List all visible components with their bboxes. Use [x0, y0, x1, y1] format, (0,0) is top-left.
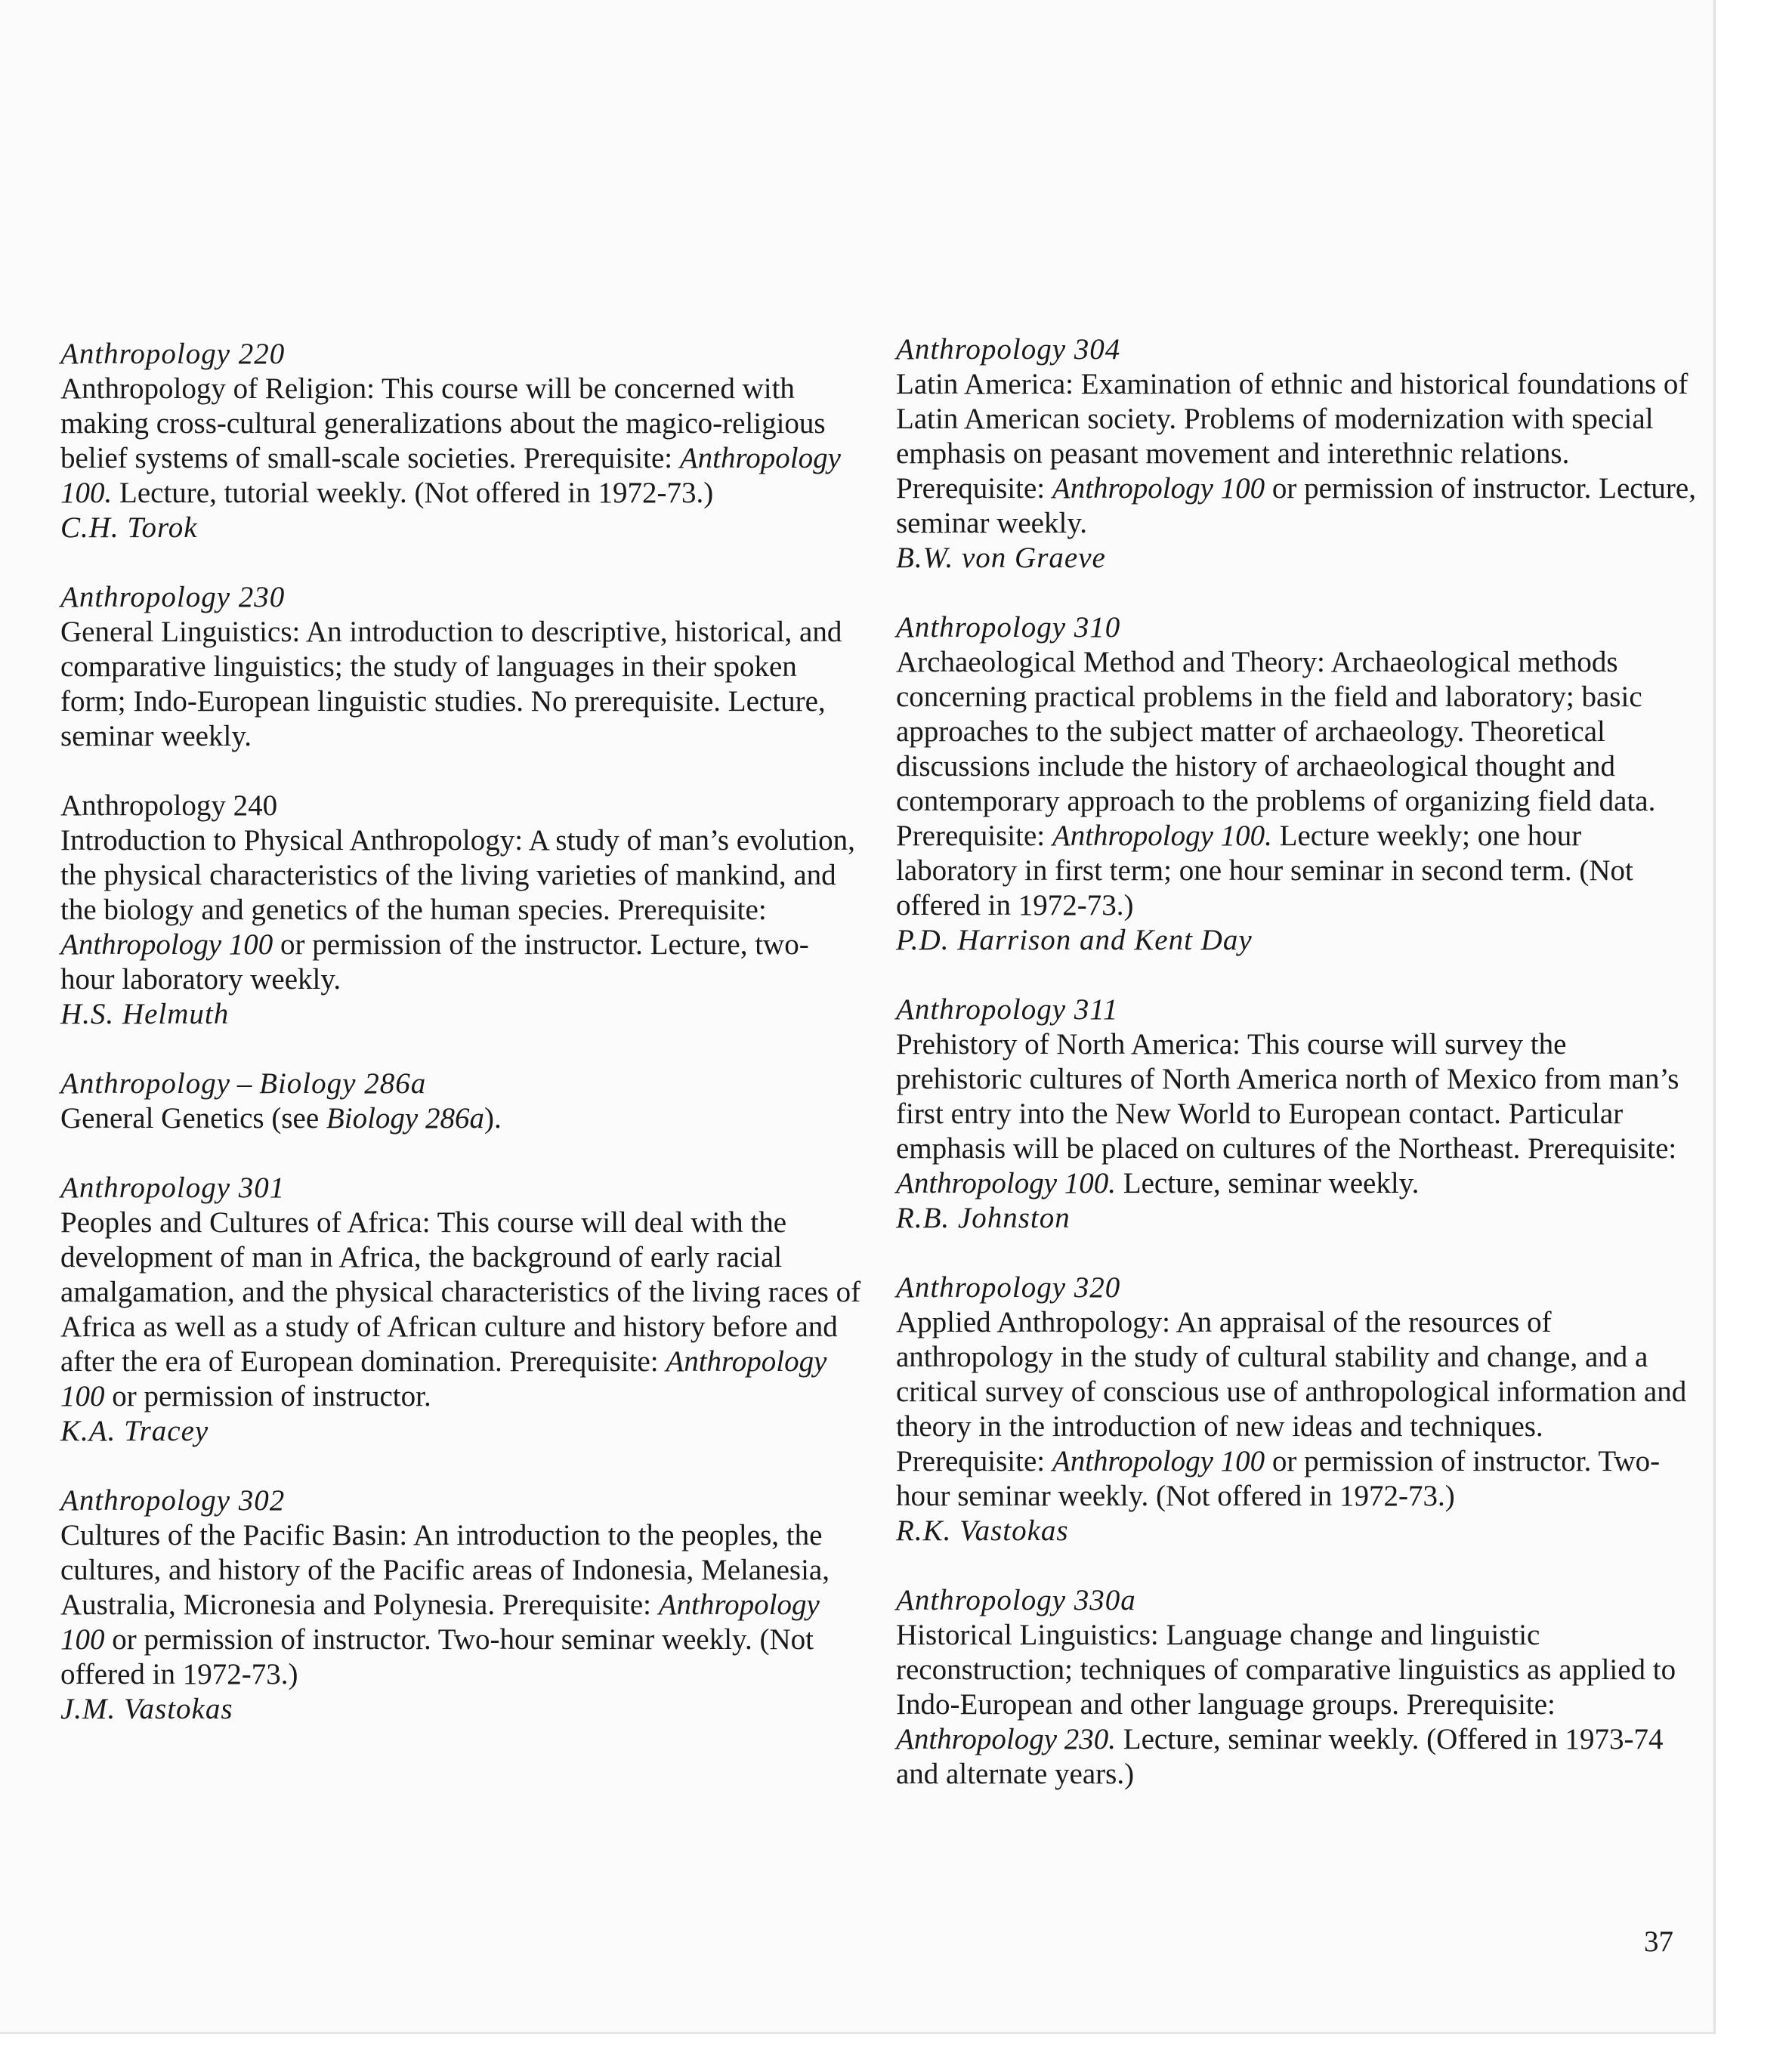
- course-reference: Anthropology 100: [60, 1589, 820, 1656]
- course-reference: Anthropology 100: [60, 928, 273, 961]
- course-heading: Anthropology 220: [60, 338, 286, 370]
- page-number: 37: [1644, 1925, 1673, 1958]
- course-description: [60, 1206, 861, 1414]
- course-description: [896, 1305, 1697, 1514]
- right-column: [896, 332, 1697, 1826]
- course-instructor: P.D. Harrison and Kent Day: [896, 924, 1253, 956]
- course-instructor: H.S. Helmuth: [60, 998, 230, 1030]
- course-entry: [60, 1171, 861, 1449]
- description-text: Prehistory of North America: This course will survey the prehistoric cultures of North America north of Mexico from man’s first entry into the New World to European contact. Particular emphasis will be placed on cultures of the Northeast. Prerequisite:: [896, 1028, 1679, 1165]
- course-instructor: R.B. Johnston: [896, 1202, 1071, 1234]
- course-entry: [896, 993, 1697, 1236]
- course-entry: [60, 1067, 861, 1136]
- description-text-continued: or permission of the instructor. Lecture, two-hour laboratory weekly.: [60, 928, 809, 996]
- course-instructor: B.W. von Graeve: [896, 542, 1106, 574]
- course-reference: Anthropology 230.: [896, 1723, 1117, 1755]
- description-text: Anthropology of Religion: This course will be concerned with making cross-cultural generalizations about the magico-religious belief systems of small-scale societies. Prerequisite:: [60, 372, 826, 474]
- course-heading: Anthropology 330a: [896, 1584, 1136, 1616]
- course-heading: Anthropology 302: [60, 1484, 286, 1517]
- course-description: [60, 372, 861, 511]
- course-description: [60, 1518, 861, 1692]
- course-heading: Anthropology 310: [896, 611, 1121, 644]
- description-text: General Genetics (see: [60, 1102, 326, 1135]
- course-reference: Biology 286a: [326, 1102, 484, 1135]
- description-text: Latin America: Examination of ethnic and historical foundations of Latin American society. Problems of modernization with special emphasis on peasant movement and interethnic relations. Prerequisite:: [896, 368, 1688, 505]
- left-column: [60, 337, 861, 1761]
- description-text-continued: Lecture weekly; one hour laboratory in first term; one hour seminar in second term. (Not offered in 1972-73.): [896, 820, 1633, 922]
- course-entry: [60, 580, 861, 754]
- course-description: [60, 1101, 861, 1136]
- course-heading: Anthropology 311: [896, 993, 1119, 1026]
- course-heading: Anthropology 240: [60, 789, 278, 822]
- description-text-continued: or permission of instructor.: [104, 1380, 431, 1413]
- description-text: Archaeological Method and Theory: Archaeological methods concerning practical problems in the field and laboratory; basic approaches to the subject matter of archaeology. Theoretical discussions include the history of archaeological thought and contemporary approach to the problems of organizing field data. Prerequisite:: [896, 646, 1656, 852]
- description-text-continued: Lecture, seminar weekly.: [1116, 1167, 1420, 1199]
- description-text: Cultures of the Pacific Basin: An introduction to the peoples, the cultures, and history of the Pacific areas of Indonesia, Melanesia, Australia, Micronesia and Polynesia. Prerequisite:: [60, 1519, 830, 1621]
- course-entry: [60, 789, 861, 1032]
- description-text-continued: or permission of instructor. Two-hour seminar weekly. (Not offered in 1972-73.): [896, 1445, 1661, 1512]
- description-text-continued: ).: [484, 1102, 502, 1135]
- course-entry: [896, 610, 1697, 958]
- course-description: [896, 645, 1697, 923]
- course-description: [896, 367, 1697, 541]
- description-text-continued: or permission of instructor. Two-hour seminar weekly. (Not offered in 1972-73.): [60, 1623, 814, 1690]
- description-text: Peoples and Cultures of Africa: This course will deal with the development of man in Africa, the background of early racial amalgamation, and the physical characteristics of the living races of Africa as well as a study of African culture and history before and after the era of European domination. Prerequisite:: [60, 1206, 861, 1378]
- course-heading: Anthropology 320: [896, 1271, 1121, 1304]
- course-heading: Anthropology 301: [60, 1172, 286, 1204]
- course-reference: Anthropology 100.: [1052, 820, 1272, 852]
- course-entry: [60, 337, 861, 545]
- course-entry: [896, 1583, 1697, 1792]
- description-text-continued: Lecture, seminar weekly. (Offered in 1973-74 and alternate years.): [896, 1723, 1664, 1790]
- course-instructor: R.K. Vastokas: [896, 1514, 1069, 1547]
- course-entry: [896, 332, 1697, 576]
- course-description: [896, 1027, 1697, 1201]
- course-description: [60, 823, 861, 997]
- course-heading: Anthropology 304: [896, 333, 1121, 366]
- description-text: Applied Anthropology: An appraisal of the resources of anthropology in the study of cultural stability and change, and a critical survey of conscious use of anthropological information and theory in the introduction of new ideas and techniques. Prerequisite:: [896, 1306, 1687, 1477]
- course-heading: Anthropology 230: [60, 581, 286, 613]
- course-reference: Anthropology 100: [60, 1345, 827, 1413]
- course-entry: [60, 1484, 861, 1727]
- course-reference: Anthropology 100: [1052, 1445, 1265, 1477]
- course-instructor: J.M. Vastokas: [60, 1693, 233, 1725]
- course-heading: Anthropology – Biology 286a: [60, 1067, 427, 1100]
- description-text: Introduction to Physical Anthropology: A study of man’s evolution, the physical characteristics of the living varieties of mankind, and the biology and genetics of the human species. Prerequisite:: [60, 824, 855, 926]
- course-reference: Anthropology 100.: [60, 442, 841, 509]
- course-instructor: C.H. Torok: [60, 511, 198, 544]
- course-reference: Anthropology 100: [1052, 472, 1265, 505]
- course-reference: Anthropology 100.: [896, 1167, 1117, 1199]
- course-entry: [896, 1270, 1697, 1548]
- course-instructor: K.A. Tracey: [60, 1415, 209, 1447]
- course-description: [896, 1618, 1697, 1792]
- description-text-continued: Lecture, tutorial weekly. (Not offered in 1972-73.): [112, 477, 714, 509]
- description-text-continued: or permission of instructor. Lecture, seminar weekly.: [896, 472, 1696, 539]
- description-text: Historical Linguistics: Language change and linguistic reconstruction; techniques of comparative linguistics as applied to Indo-European and other language groups. Prerequisite:: [896, 1619, 1676, 1721]
- course-description: General Linguistics: An introduction to descriptive, historical, and comparative linguistics; the study of languages in their spoken form; Indo-European linguistic studies. No prerequisite. Lecture, seminar weekly.: [60, 616, 842, 752]
